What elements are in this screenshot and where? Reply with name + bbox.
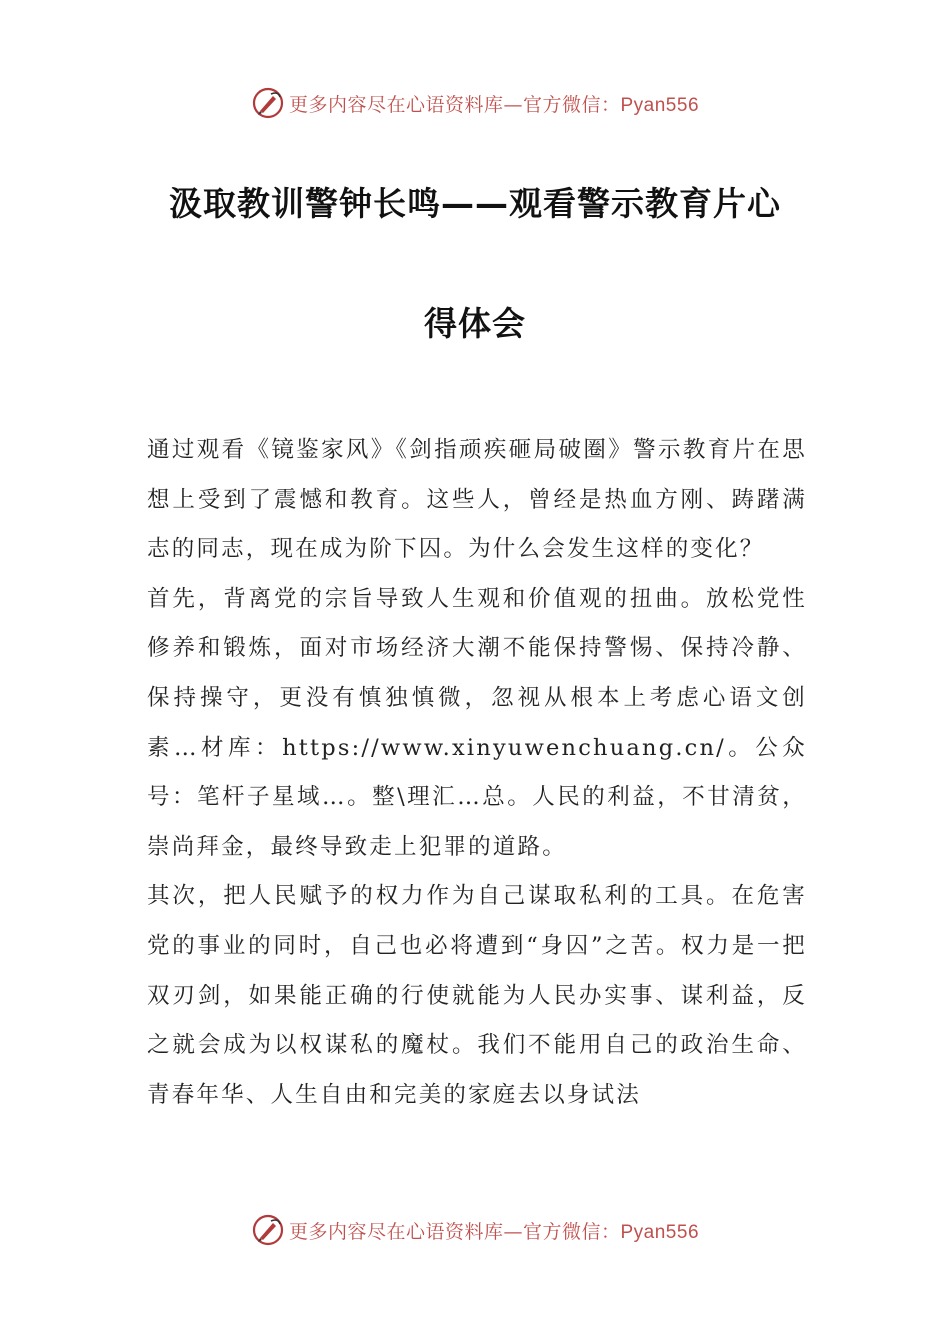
article-body: [147, 426, 807, 1120]
paragraph-2: 首先，背离党的宗旨导致人生观和价值观的扭曲。放松党性修养和锻炼，面对市场经济大潮不能保持警惕、保持冷静、保持操守，更没有慎独慎微，忽视从根本上考虑心语文创素…材库：https://www.xinyuwenchuang.cn/。公众号：笔杆子星域…。整\理汇…总。人民的利益，不甘清贫，崇尚拜金，最终导致走上犯罪的道路。: [147, 585, 807, 860]
banner-wechat-id: Pyan556: [620, 94, 700, 116]
pen-nib-logo-icon: [251, 1213, 285, 1247]
paragraph-1: 通过观看《镜鉴家风》《剑指顽疾砸局破圈》警示教育片在思想上受到了震憾和教育。这些人，曾经是热血方刚、踌躇满志的同志，现在成为阶下囚。为什么会发生这样的变化？: [147, 437, 807, 563]
page-title-line-2: 得体会: [424, 304, 526, 343]
banner-separator: —: [503, 1220, 523, 1243]
banner-wechat-label: 官方微信：: [522, 93, 621, 116]
header-banner[interactable]: [0, 83, 950, 123]
banner-separator: —: [503, 93, 523, 116]
page-title-line-1: 汲取教训警钟长鸣——观看警示教育片心: [169, 184, 781, 223]
banner-text: [289, 1217, 699, 1244]
paragraph-3: 其次，把人民赋予的权力作为自己谋取私利的工具。在危害党的事业的同时，自己也必将遭到“身囚”之苦。权力是一把双刃剑，如果能正确的行使就能为人民办实事、谋利益，反之就会成为以权谋私的魔杖。我们不能用自己的政治生命、青春年华、人生自由和完美的家庭去以身试法: [147, 883, 807, 1108]
banner-wechat-label: 官方微信：: [522, 1220, 621, 1243]
banner-text: [289, 90, 699, 117]
banner-main-text: 更多内容尽在心语资料库: [288, 93, 504, 116]
pen-nib-logo-icon: [251, 86, 285, 120]
banner-main-text: 更多内容尽在心语资料库: [288, 1220, 504, 1243]
banner-wechat-id: Pyan556: [620, 1221, 700, 1243]
footer-banner[interactable]: [0, 1210, 950, 1250]
